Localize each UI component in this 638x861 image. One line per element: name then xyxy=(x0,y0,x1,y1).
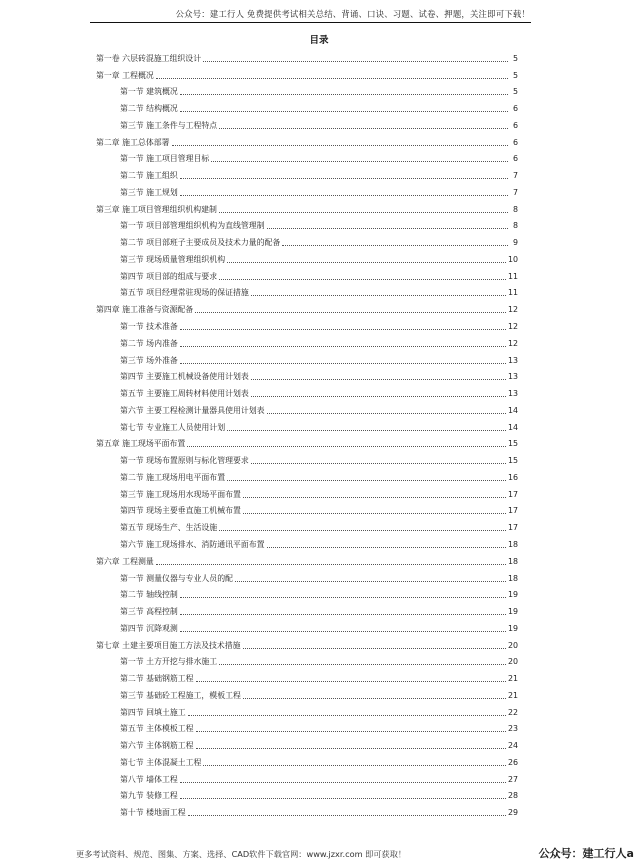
toc-dot-leader xyxy=(188,815,506,816)
toc-chapter-entry[interactable] xyxy=(96,634,518,651)
toc-entry-label: 第五节 主体模板工程 xyxy=(120,724,194,734)
toc-entry-label: 第三节 高程控制 xyxy=(120,607,178,617)
toc-page-number: 12 xyxy=(507,305,518,315)
toc-entry-label: 第四章 施工准备与资源配备 xyxy=(96,305,194,315)
toc-dot-leader xyxy=(203,61,508,62)
toc-page-number: 21 xyxy=(507,690,518,700)
toc-section-entry[interactable] xyxy=(96,667,518,684)
toc-section-entry[interactable] xyxy=(96,349,518,366)
toc-section-entry[interactable] xyxy=(96,416,518,433)
toc-dot-leader xyxy=(156,564,506,565)
toc-entry-label: 第十节 楼地面工程 xyxy=(120,808,186,818)
toc-entry-label: 第三节 施工现场用水现场平面布置 xyxy=(120,489,241,499)
toc-entry-label: 第一节 现场布置原则与标化管理要求 xyxy=(120,456,249,466)
toc-entry-label: 第七节 专业施工人员使用计划 xyxy=(120,422,226,432)
toc-entry-label: 第三节 基础砼工程施工，模板工程 xyxy=(120,690,241,700)
toc-dot-leader xyxy=(227,262,506,263)
toc-dot-leader xyxy=(251,295,506,296)
toc-chapter-entry[interactable] xyxy=(96,298,518,315)
toc-dot-leader xyxy=(180,614,506,615)
toc-entry-label: 第一章 工程概况 xyxy=(96,70,154,80)
toc-dot-leader xyxy=(195,312,506,313)
toc-title: 目录 xyxy=(309,35,329,46)
toc-section-entry[interactable] xyxy=(96,114,518,131)
toc-section-entry[interactable] xyxy=(96,533,518,550)
toc-page-number: 6 xyxy=(512,120,518,130)
toc-dot-leader xyxy=(180,631,506,632)
toc-page-number: 20 xyxy=(507,657,518,667)
toc-entry-label: 第七章 土建主要项目施工方法及技术措施 xyxy=(96,640,241,650)
toc-entry-label: 第四节 现场主要垂直施工机械布置 xyxy=(120,506,241,516)
toc-section-entry[interactable] xyxy=(96,516,518,533)
toc-page-number: 15 xyxy=(507,439,518,449)
toc-section-entry[interactable] xyxy=(96,215,518,232)
toc-section-entry[interactable] xyxy=(96,399,518,416)
toc-page-number: 13 xyxy=(507,355,518,365)
toc-dot-leader xyxy=(243,513,506,514)
toc-dot-leader xyxy=(227,480,506,481)
toc-dot-leader xyxy=(219,279,506,280)
toc-entry-label: 第四节 回填土施工 xyxy=(120,707,186,717)
toc-section-entry[interactable] xyxy=(96,785,518,802)
toc-entry-label: 第七节 主体混凝土工程 xyxy=(120,757,202,767)
toc-dot-leader xyxy=(180,782,506,783)
toc-dot-leader xyxy=(180,111,508,112)
toc-section-entry[interactable] xyxy=(96,617,518,634)
toc-section-entry[interactable] xyxy=(96,382,518,399)
toc-dot-leader xyxy=(243,497,506,498)
toc-section-entry[interactable] xyxy=(96,584,518,601)
toc-page-number: 17 xyxy=(507,489,518,499)
toc-dot-leader xyxy=(251,463,506,464)
toc-section-entry[interactable] xyxy=(96,751,518,768)
toc-dot-leader xyxy=(180,597,506,598)
toc-section-entry[interactable] xyxy=(96,701,518,718)
toc-entry-label: 第四节 主要施工机械设备使用计划表 xyxy=(120,372,249,382)
header-rule xyxy=(90,22,531,23)
toc-entry-label: 第二节 施工组织 xyxy=(120,171,178,181)
toc-section-entry[interactable] xyxy=(96,684,518,701)
toc-page-number: 8 xyxy=(512,221,518,231)
toc-section-entry[interactable] xyxy=(96,768,518,785)
toc-dot-leader xyxy=(180,798,506,799)
toc-page-number: 9 xyxy=(512,238,518,248)
toc-page-number: 18 xyxy=(507,556,518,566)
toc-dot-leader xyxy=(180,94,508,95)
toc-entry-label: 第五节 项目经理常驻现场的保证措施 xyxy=(120,288,249,298)
toc-chapter-entry[interactable] xyxy=(96,433,518,450)
toc-page-number: 8 xyxy=(512,204,518,214)
toc-entry-label: 第三节 施工条件与工程特点 xyxy=(120,120,218,130)
toc-page-number: 19 xyxy=(507,623,518,633)
toc-dot-leader xyxy=(156,78,508,79)
toc-page-number: 13 xyxy=(507,389,518,399)
toc-section-entry[interactable] xyxy=(96,483,518,500)
toc-section-entry[interactable] xyxy=(96,366,518,383)
toc-entry-label: 第四节 沉降观测 xyxy=(120,623,178,633)
page-header: 公众号：建工行人 免费提供考试相关总结、背诵、口诀、习题、试卷、押题，关注即可下载！ xyxy=(175,9,530,19)
toc-dot-leader xyxy=(219,128,508,129)
toc-dot-leader xyxy=(219,212,508,213)
toc-entry-label: 第三章 施工项目管理组织机构建制 xyxy=(96,204,217,214)
toc-entry-label: 第六节 施工现场排水、消防通讯平面布置 xyxy=(120,539,265,549)
toc-dot-leader xyxy=(243,648,506,649)
toc-section-entry[interactable] xyxy=(96,567,518,584)
toc-entry-label: 第一节 建筑概况 xyxy=(120,87,178,97)
toc-page-number: 16 xyxy=(507,472,518,482)
toc-section-entry[interactable] xyxy=(96,315,518,332)
toc-entry-label: 第九节 装修工程 xyxy=(120,791,178,801)
toc-section-entry[interactable] xyxy=(96,466,518,483)
toc-page-number: 17 xyxy=(507,523,518,533)
toc-page-number: 29 xyxy=(507,808,518,818)
toc-page-number: 19 xyxy=(507,590,518,600)
toc-dot-leader xyxy=(235,581,506,582)
toc-entry-label: 第六节 主要工程检测计量器具使用计划表 xyxy=(120,405,265,415)
toc-entry-label: 第一节 施工项目管理目标 xyxy=(120,154,210,164)
toc-entry-label: 第二节 轴线控制 xyxy=(120,590,178,600)
toc-dot-leader xyxy=(172,145,508,146)
toc-dot-leader xyxy=(187,446,506,447)
toc-entry-label: 第一卷 六层砖混施工组织设计 xyxy=(96,53,202,63)
toc-dot-leader xyxy=(180,195,508,196)
footer-text: 更多考试资料、规范、图集、方案、选择、CAD软件下载官网：www.jzxr.com 即可获取！ xyxy=(76,849,407,859)
toc-dot-leader xyxy=(282,245,508,246)
toc-entry-label: 第二节 施工现场用电平面布置 xyxy=(120,472,226,482)
toc-entry-label: 第一节 技术准备 xyxy=(120,322,178,332)
toc-dot-leader xyxy=(180,178,508,179)
toc-page-number: 6 xyxy=(512,104,518,114)
toc-page-number: 14 xyxy=(507,422,518,432)
toc-page-number: 18 xyxy=(507,539,518,549)
toc-entry-label: 第三节 施工规划 xyxy=(120,187,178,197)
toc-page-number: 17 xyxy=(507,506,518,516)
toc-page-number: 6 xyxy=(512,154,518,164)
toc-page-number: 13 xyxy=(507,372,518,382)
toc-entry-label: 第一节 测量仪器与专业人员的配 xyxy=(120,573,233,583)
toc-page-number: 6 xyxy=(512,137,518,147)
toc-section-entry[interactable] xyxy=(96,231,518,248)
toc-entry-label: 第五节 主要施工周转材料使用计划表 xyxy=(120,389,249,399)
toc-section-entry[interactable] xyxy=(96,164,518,181)
toc-section-entry[interactable] xyxy=(96,332,518,349)
toc-dot-leader xyxy=(267,228,508,229)
toc-page-number: 24 xyxy=(507,741,518,751)
toc-page-number: 23 xyxy=(507,724,518,734)
toc-dot-leader xyxy=(211,161,508,162)
toc-page-number: 28 xyxy=(507,791,518,801)
toc-chapter-entry[interactable] xyxy=(96,64,518,81)
toc-page-number: 11 xyxy=(507,271,518,281)
toc-page-number: 21 xyxy=(507,674,518,684)
toc-chapter-entry[interactable] xyxy=(96,47,518,64)
toc-dot-leader xyxy=(188,715,506,716)
toc-section-entry[interactable] xyxy=(96,718,518,735)
toc-page-number: 15 xyxy=(507,456,518,466)
toc-dot-leader xyxy=(219,664,506,665)
toc-page-number: 7 xyxy=(512,171,518,181)
toc-dot-leader xyxy=(227,430,506,431)
toc-entry-label: 第二节 项目部班子主要成员及技术力量的配备 xyxy=(120,238,281,248)
toc-entry-label: 第五节 现场生产、生活设施 xyxy=(120,523,218,533)
toc-chapter-entry[interactable] xyxy=(96,131,518,148)
toc-dot-leader xyxy=(196,681,506,682)
toc-dot-leader xyxy=(180,346,506,347)
toc-entry-label: 第二章 施工总体部署 xyxy=(96,137,170,147)
toc-dot-leader xyxy=(203,765,506,766)
toc-page-number: 22 xyxy=(507,707,518,717)
toc-section-entry[interactable] xyxy=(96,600,518,617)
toc-dot-leader xyxy=(196,731,506,732)
toc-entry-label: 第四节 项目部的组成与要求 xyxy=(120,271,218,281)
toc-section-entry[interactable] xyxy=(96,81,518,98)
toc-page-number: 11 xyxy=(507,288,518,298)
toc-section-entry[interactable] xyxy=(96,801,518,818)
toc-page-number: 5 xyxy=(512,70,518,80)
toc-dot-leader xyxy=(180,329,506,330)
toc-page-number: 10 xyxy=(507,254,518,264)
toc-section-entry[interactable] xyxy=(96,500,518,517)
toc-page-number: 12 xyxy=(507,322,518,332)
toc-dot-leader xyxy=(267,413,506,414)
toc-section-entry[interactable] xyxy=(96,651,518,668)
table-of-contents xyxy=(96,47,518,818)
toc-section-entry[interactable] xyxy=(96,97,518,114)
toc-chapter-entry[interactable] xyxy=(96,550,518,567)
toc-dot-leader xyxy=(196,748,506,749)
toc-entry-label: 第三节 现场质量管理组织机构 xyxy=(120,254,226,264)
toc-entry-label: 第二节 结构概况 xyxy=(120,104,178,114)
toc-entry-label: 第六章 工程测量 xyxy=(96,556,154,566)
toc-page-number: 5 xyxy=(512,87,518,97)
toc-section-entry[interactable] xyxy=(96,734,518,751)
toc-chapter-entry[interactable] xyxy=(96,198,518,215)
toc-entry-label: 第一节 土方开挖与排水施工 xyxy=(120,657,218,667)
toc-section-entry[interactable] xyxy=(96,248,518,265)
toc-dot-leader xyxy=(219,530,506,531)
toc-page-number: 18 xyxy=(507,573,518,583)
toc-entry-label: 第六节 主体钢筋工程 xyxy=(120,741,194,751)
toc-page-number: 19 xyxy=(507,607,518,617)
toc-page-number: 20 xyxy=(507,640,518,650)
toc-section-entry[interactable] xyxy=(96,148,518,165)
watermark-text: 公众号：建工行人a xyxy=(538,847,634,860)
toc-entry-label: 第二节 基础钢筋工程 xyxy=(120,674,194,684)
toc-dot-leader xyxy=(251,379,506,380)
toc-entry-label: 第五章 施工现场平面布置 xyxy=(96,439,186,449)
toc-page-number: 27 xyxy=(507,774,518,784)
toc-dot-leader xyxy=(180,363,506,364)
toc-dot-leader xyxy=(251,396,506,397)
toc-dot-leader xyxy=(243,698,506,699)
toc-entry-label: 第三节 场外准备 xyxy=(120,355,178,365)
toc-page-number: 7 xyxy=(512,187,518,197)
toc-entry-label: 第二节 场内准备 xyxy=(120,338,178,348)
toc-entry-label: 第一节 项目部管理组织机构为直线管理制 xyxy=(120,221,265,231)
toc-dot-leader xyxy=(267,547,506,548)
toc-page-number: 5 xyxy=(512,53,518,63)
toc-section-entry[interactable] xyxy=(96,449,518,466)
toc-section-entry[interactable] xyxy=(96,265,518,282)
toc-page-number: 12 xyxy=(507,338,518,348)
toc-entry-label: 第八节 墙体工程 xyxy=(120,774,178,784)
toc-page-number: 14 xyxy=(507,405,518,415)
toc-page-number: 26 xyxy=(507,757,518,767)
toc-section-entry[interactable] xyxy=(96,181,518,198)
toc-section-entry[interactable] xyxy=(96,282,518,299)
